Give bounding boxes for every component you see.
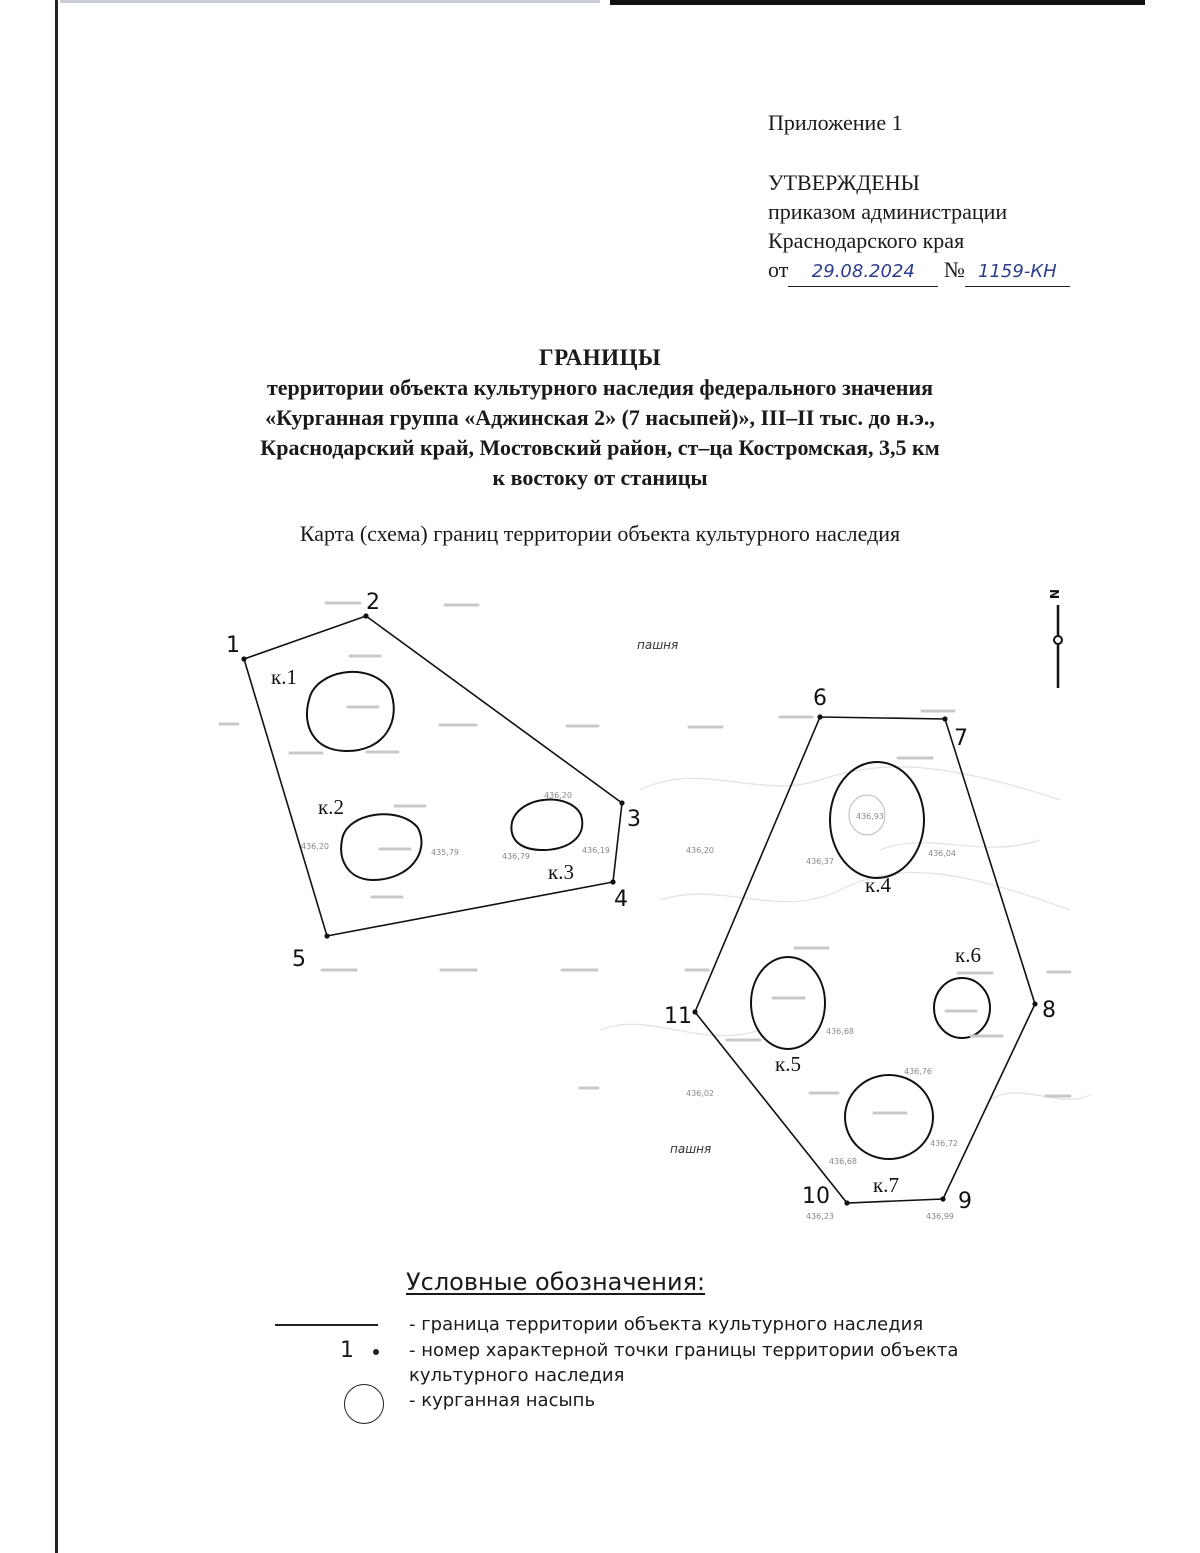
vertex-dot [940, 1196, 945, 1201]
title-line-3: Краснодарский край, Мостовский район, ст–ца Костромская, 3,5 км [260, 435, 940, 460]
contour-lines [600, 767, 1090, 1100]
order-date-field [788, 255, 938, 287]
elevation-mark: 436,68 [826, 1027, 854, 1036]
elevation-mark: 436,79 [502, 852, 530, 861]
vertex-dot [610, 879, 615, 884]
vertex-dot [942, 716, 947, 721]
faint-survey-marks [220, 603, 1070, 1113]
scan-edge-top-right [610, 0, 1145, 5]
mound-label-k4: к.4 [865, 873, 891, 897]
mound-label-k1: к.1 [271, 665, 297, 689]
point-marker-icon [270, 1338, 390, 1378]
land-label-2: пашня [670, 1142, 712, 1156]
mound-label-k7: к.7 [873, 1173, 899, 1197]
boundary-map [0, 575, 1200, 1255]
legend-boundary-text: - граница территории объекта культурного наследия [409, 1314, 924, 1335]
point-label-7: 7 [954, 726, 968, 751]
elevation-mark: 436,20 [301, 842, 329, 851]
elevation-mark: 436,93 [856, 812, 884, 821]
elevation-mark: 435,79 [431, 848, 459, 857]
point-label-2: 2 [366, 590, 380, 615]
elevation-mark: 436,72 [930, 1139, 958, 1148]
number-label: № [943, 257, 965, 282]
annex-label: Приложение 1 [768, 110, 903, 135]
compass-ring-icon [1054, 636, 1062, 644]
contour-line [990, 1093, 1090, 1100]
order-number: 1159-КН [978, 261, 1057, 282]
point-label-4: 4 [614, 887, 628, 912]
vertex-dot [241, 656, 246, 661]
boundary-vertices [241, 613, 1037, 1205]
legend-point-text: - номер характерной точки границы территории объекта культурного наследия [409, 1340, 959, 1386]
mound-label-k3: к.3 [548, 860, 574, 884]
mound-k3 [511, 800, 582, 850]
elevation-mark: 436,19 [582, 846, 610, 855]
elevation-mark: 436,20 [544, 791, 572, 800]
boundary-east [695, 717, 1035, 1203]
point-label-6: 6 [813, 686, 827, 711]
point-label-10: 10 [802, 1184, 830, 1209]
north-arrow [1047, 589, 1062, 688]
mound-label-k5: к.5 [775, 1052, 801, 1076]
order-date: 29.08.2024 [811, 261, 915, 282]
title-line-2: «Курганная группа «Аджинская 2» (7 насыпей)», III–II тыс. до н.э., [265, 405, 935, 430]
point-label-1: 1 [226, 633, 240, 658]
elevation-mark: 436,99 [926, 1212, 954, 1221]
contour-line [880, 840, 1040, 850]
title-line-1: территории объекта культурного наследия федерального значения [266, 375, 934, 400]
legend-title: Условные обозначения: [406, 1268, 706, 1296]
vertex-dot [1032, 1001, 1037, 1006]
order-number-field [965, 255, 1070, 287]
mound-k2 [341, 814, 421, 880]
approved-by-line-2: Краснодарского края [768, 228, 965, 253]
map-caption: Карта (схема) границ территории объекта культурного наследия [299, 521, 901, 546]
elevation-mark: 436,04 [928, 849, 956, 858]
point-label-5: 5 [292, 947, 306, 972]
elevation-mark: 436,20 [686, 846, 714, 855]
mound-k6 [934, 978, 990, 1038]
order-line [768, 255, 1070, 287]
vertex-dot [692, 1009, 697, 1014]
title-line-4: к востоку от станицы [492, 465, 708, 490]
vertex-dot [619, 800, 624, 805]
point-label-11: 11 [664, 1004, 692, 1029]
mound-k1 [307, 672, 394, 751]
mound-circle-icon [270, 1384, 390, 1424]
scan-edge-top-left [60, 0, 600, 3]
mound-k7 [845, 1075, 933, 1159]
mound-label-k2: к.2 [318, 795, 344, 819]
elevation-mark: 436,76 [904, 1067, 932, 1076]
title-main: ГРАНИЦЫ [538, 345, 662, 370]
boundary-west [244, 616, 622, 936]
elevation-mark: 436,23 [806, 1212, 834, 1221]
approved-by-line-1: приказом администрации [768, 199, 1008, 224]
legend-point-number: 1 [340, 1338, 354, 1363]
land-label-1: пашня [637, 638, 679, 652]
document-title [180, 343, 1020, 493]
elevation-mark: 436,37 [806, 857, 834, 866]
elevation-mark: 436,02 [686, 1089, 714, 1098]
point-label-3: 3 [627, 807, 641, 832]
mound-label-k6: к.6 [955, 943, 981, 967]
mound-k5 [751, 957, 825, 1049]
approval-block [768, 108, 1070, 287]
vertex-dot [844, 1200, 849, 1205]
point-label-8: 8 [1042, 998, 1056, 1023]
vertex-dot [324, 933, 329, 938]
from-label: от [768, 257, 789, 282]
approved-heading: УТВЕРЖДЕНЫ [768, 170, 920, 195]
legend-mound-text: - курганная насыпь [409, 1390, 596, 1411]
north-label: N [1047, 589, 1061, 600]
mounds [307, 672, 990, 1159]
elevation-mark: 436,68 [829, 1157, 857, 1166]
point-label-9: 9 [958, 1189, 972, 1214]
vertex-dot [817, 714, 822, 719]
